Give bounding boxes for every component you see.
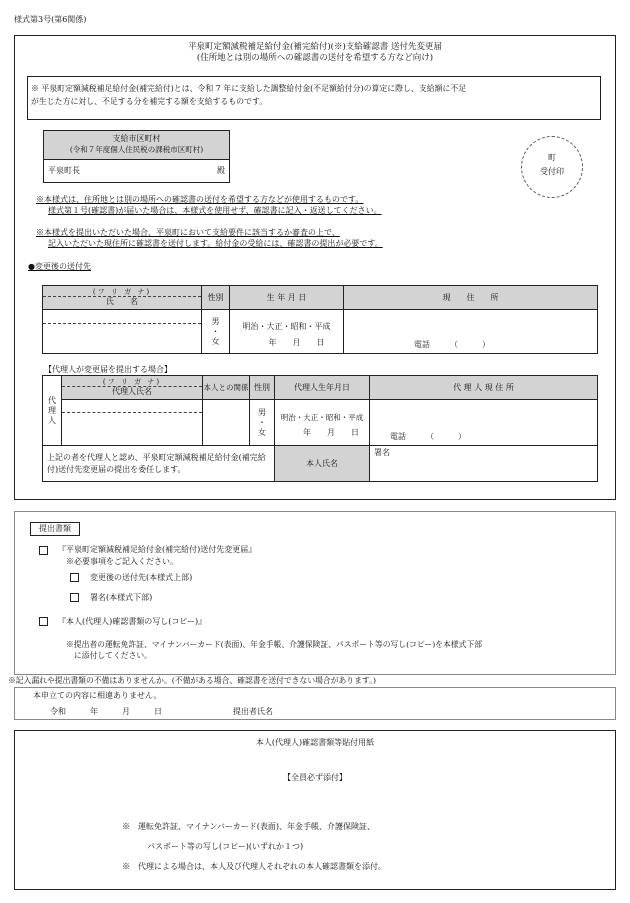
- checkbox-change-form[interactable]: [39, 546, 48, 555]
- doc-item-2-note-1: ※提出者の運転免許証、マイナンバーカード(表面)、年金手帳、介護保険証、パスポート等の写し(コピー)を本様式下部: [66, 640, 483, 649]
- note-line-2: が生じた方に対し、不足する分を補完する額を支給するものです。: [31, 97, 268, 106]
- attachment-note-1a: ※ 運転免許証、マイナンバーカード(表面)、年金手帳、介護保険証、: [122, 822, 375, 831]
- birthdate-header: 生 年 月 日: [230, 286, 344, 310]
- submitter-name-label: 提出者氏名: [233, 707, 273, 716]
- mayor-label: 平泉町長: [48, 166, 80, 175]
- gender-header: 性別: [202, 286, 230, 310]
- proxy-address-field[interactable]: [370, 400, 598, 446]
- doc-item-2: 『本人(代理人)確認書類の写し(コピー)』: [58, 617, 207, 626]
- warning-text: ※記入漏れや提出書類の不備はありませんか。(不備がある場合、確認書を送付できない場合があります。): [8, 676, 377, 685]
- proxy-furigana-header: (フ リ ガ ナ): [62, 378, 202, 388]
- receipt-stamp: [521, 136, 583, 198]
- proxy-gender-header: 性別: [250, 376, 275, 400]
- proxy-birthdate-header: 代理人生年月日: [275, 376, 370, 400]
- attachment-note-2: ※ 代理による場合は、本人及び代理人それぞれの本人確認書類を添付。: [122, 862, 386, 871]
- form-title: 平泉町定額減税補足給付金(補完給付)(※)支給確認書 送付先変更届: [188, 42, 442, 52]
- proxy-gender-field[interactable]: 男 ・ 女: [250, 400, 275, 446]
- attachment-title: 本人(代理人)確認書類等貼付用紙: [255, 738, 375, 747]
- proxy-side-label: 代 理 人: [43, 376, 62, 446]
- doc-item-2-note-2: に添付してください。: [74, 651, 152, 660]
- proxy-name-header: 代理人氏名: [112, 387, 152, 397]
- municipality-box: [43, 130, 230, 183]
- stamp-label: 受付印: [540, 167, 564, 176]
- proxy-phone-label: 電話 （ ）: [390, 432, 466, 441]
- proxy-name-field[interactable]: [62, 400, 203, 446]
- note-line-1: ※ 平泉町定額減税補足給付金(補完給付)とは、令和 7 年に支給した調整給付金(不足額給付分)の算定に際し、支給額に不足: [31, 84, 467, 93]
- signature-label: 署名: [374, 448, 390, 457]
- proxy-header: 【代理人が変更届を提出する場合】: [44, 365, 172, 374]
- doc-sub-1: 変更後の送付先(本様式上部): [90, 573, 193, 582]
- form-number: 様式第3号(第6関係): [14, 15, 87, 24]
- attachment-required: 【全員必ず添付】: [283, 773, 347, 782]
- instruction-2b: 記入いただいた現住所に確認書を送付します。給付金の受給には、確認書の提出が必要です。: [48, 239, 383, 248]
- instruction-2a: ※本様式を提出いただいた場合、平泉町において支給要件に該当するか審査の上で、: [36, 228, 340, 237]
- principal-name-label: 本人氏名: [275, 446, 370, 482]
- doc-item-1-note: ※必要事項をご記入ください。: [66, 557, 178, 566]
- attachment-note-1b: パスポート等の写し(コピー)(いずれか１つ): [147, 842, 304, 851]
- relation-field[interactable]: [203, 400, 250, 446]
- documents-label: 提出書類: [30, 522, 80, 536]
- municipality-subheader: (令和７年度個人住民税の課税市区町村): [69, 145, 204, 154]
- signature-field[interactable]: [370, 446, 598, 482]
- checkbox-destination[interactable]: [70, 573, 79, 582]
- form-subtitle: (住所地とは別の場所への確認書の送付を希望する方など向け): [196, 53, 434, 63]
- section-destination: ●変更後の送付先: [28, 262, 91, 271]
- name-header: 氏 名: [106, 297, 138, 307]
- birthdate-field[interactable]: 明治・大正・昭和・平成 年 月 日: [230, 310, 344, 354]
- proxy-address-header: 代 理 人 現 住 所: [370, 376, 598, 400]
- instruction-1a: ※本様式は、住所地とは別の場所への確認書の送付を希望する方などが使用するものです。: [36, 195, 364, 204]
- gender-field[interactable]: 男 ・ 女: [202, 310, 230, 354]
- delegation-text: 上記の者を代理人と認め、平泉町定額減税補足給付金(補完給付)送付先変更届の提出を委任します。: [43, 446, 275, 482]
- proxy-table: [42, 375, 598, 482]
- phone-label: 電話 （ ）: [414, 340, 490, 349]
- address-header: 現 住 所: [344, 286, 598, 310]
- instruction-1b: 様式第１号(確認書)が届いた場合は、本様式を使用せず、確認書に記入・返送してください。: [48, 206, 382, 215]
- relation-header: 本人との関係: [203, 376, 250, 400]
- confirm-statement: 本申立ての内容に相違ありません。: [33, 691, 162, 700]
- destination-table: [42, 285, 598, 354]
- checkbox-id-copy[interactable]: [39, 617, 48, 626]
- name-field[interactable]: [43, 310, 202, 354]
- furigana-header: (フ リ ガ ナ): [43, 288, 201, 298]
- municipality-header: 支給市区町村: [112, 134, 161, 143]
- proxy-birthdate-field[interactable]: 明治・大正・昭和・平成 年 月 日: [275, 400, 370, 446]
- doc-item-1: 『平泉町定額減税補足給付金(補完給付)送付先変更届』: [58, 545, 257, 554]
- honorific-label: 殿: [217, 166, 225, 175]
- doc-sub-2: 署名(本様式下部): [90, 593, 153, 602]
- confirm-date: 令和 年 月 日: [50, 707, 162, 716]
- checkbox-signature[interactable]: [70, 593, 79, 602]
- stamp-town: 町: [548, 153, 556, 162]
- address-field[interactable]: [344, 310, 598, 354]
